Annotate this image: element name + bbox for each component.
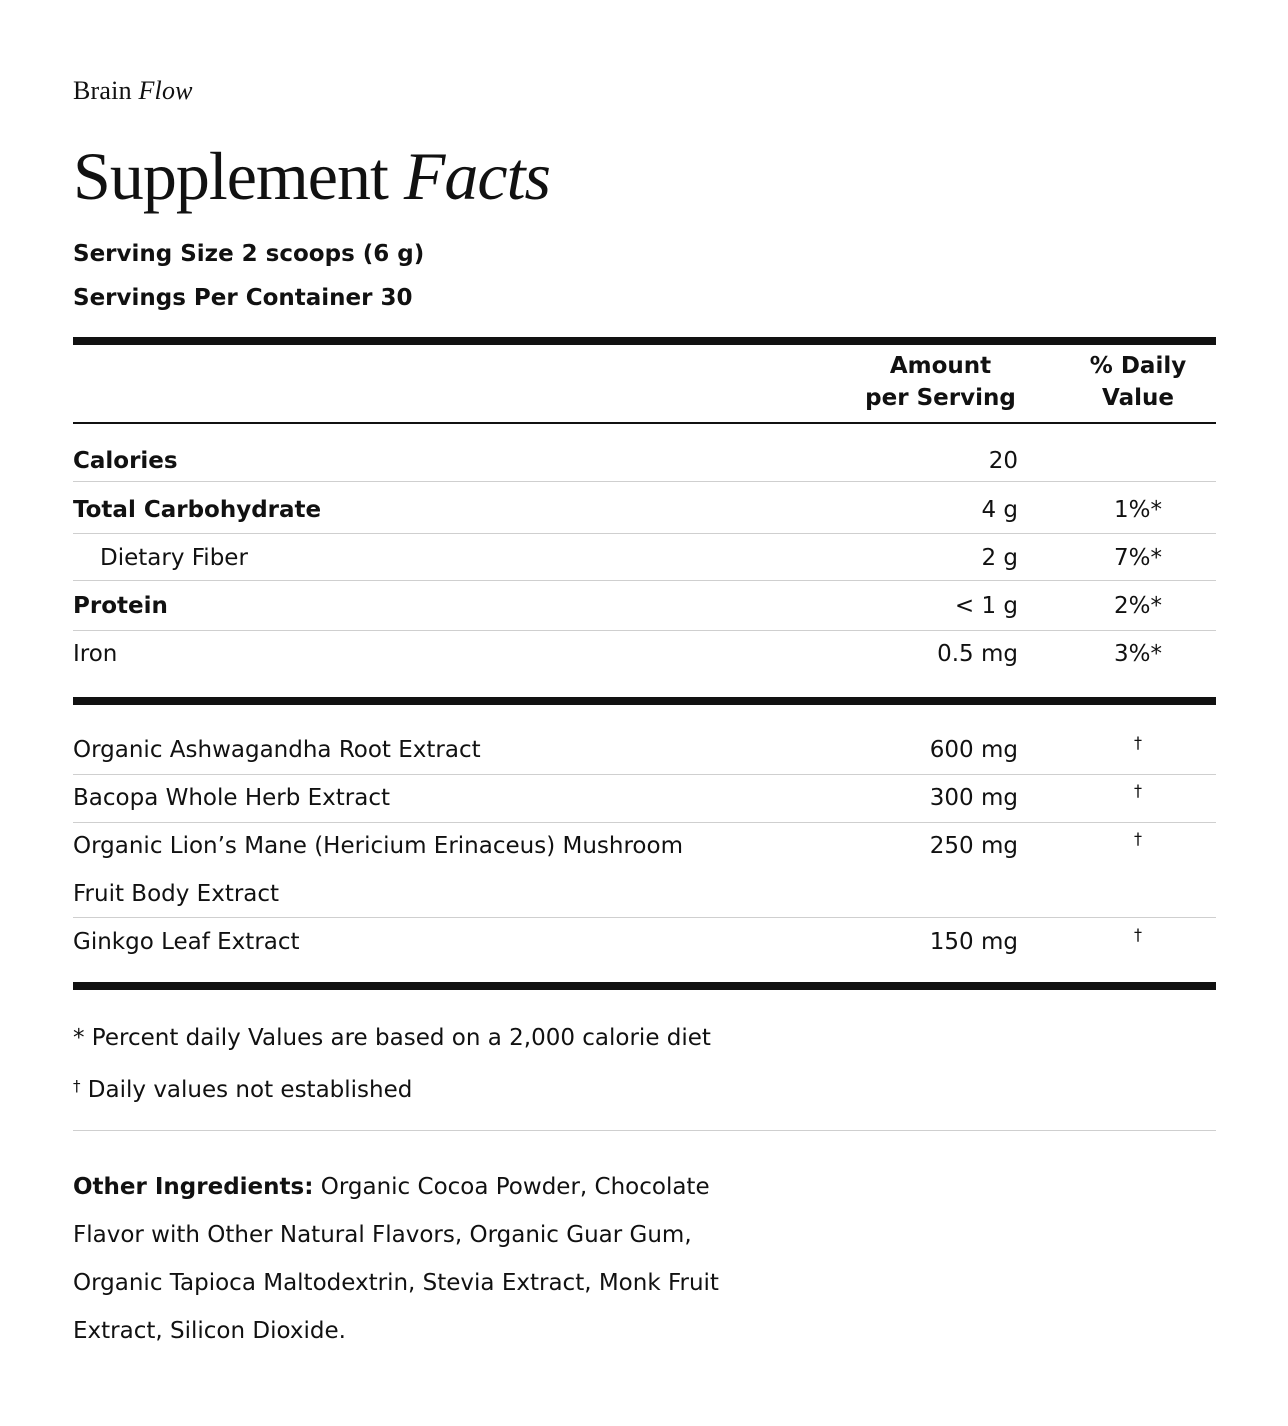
percent-footnote: * Percent daily Values are based on a 2,000 calorie diet — [73, 1025, 711, 1051]
page-title — [73, 136, 550, 216]
ingredient-name: Organic Lion’s Mane (Hericium Erinaceus) Mushroom — [73, 833, 683, 859]
nutrient-amount: 2 g — [981, 545, 1018, 571]
nutrient-row-total-carbohydrate — [73, 495, 1216, 525]
nutrient-dv: 7%* — [1114, 545, 1162, 571]
nutrient-name: Calories — [73, 448, 178, 474]
bottom-thick-rule — [73, 982, 1216, 990]
ingredient-name: Ginkgo Leaf Extract — [73, 929, 300, 955]
ingredient-row-ashwagandha — [73, 735, 1216, 765]
ingredient-amount: 600 mg — [929, 737, 1018, 763]
dv-header-line2: Value — [1102, 385, 1174, 411]
nutrient-name: Dietary Fiber — [100, 545, 248, 571]
ingredient-name: Organic Ashwagandha Root Extract — [73, 737, 481, 763]
top-thick-rule — [73, 337, 1216, 345]
other-ingredients-text: Organic Cocoa Powder, Chocolate Flavor with Other Natural Flavors, Organic Guar Gum, Organic Tapioca Maltodextrin, Stevia Extract, Monk Fruit Extract, Silicon Dioxide. — [73, 1174, 719, 1344]
daily-value-header — [1073, 350, 1203, 414]
row-divider — [73, 917, 1216, 918]
nutrient-amount: 4 g — [981, 497, 1018, 523]
row-divider — [73, 822, 1216, 823]
row-divider — [73, 481, 1216, 482]
amount-header — [843, 350, 1038, 414]
nutrient-row-protein — [73, 591, 1216, 621]
nutrient-row-iron — [73, 639, 1216, 669]
header-rule — [73, 422, 1216, 424]
ingredient-name: Bacopa Whole Herb Extract — [73, 785, 391, 811]
nutrient-amount: 0.5 mg — [937, 641, 1018, 667]
row-divider — [73, 774, 1216, 775]
dagger-mark: † — [1134, 829, 1142, 848]
row-divider — [73, 630, 1216, 631]
nutrient-amount: 20 — [988, 448, 1018, 474]
dagger-footnote — [73, 1071, 412, 1105]
ingredient-amount: 300 mg — [929, 785, 1018, 811]
dagger-mark: † — [1134, 733, 1142, 752]
nutrient-row-calories — [73, 446, 1216, 476]
nutrient-dv: 3%* — [1114, 641, 1162, 667]
nutrient-dv: 2%* — [1114, 593, 1162, 619]
title-main: Supplement — [73, 138, 388, 214]
nutrient-amount: < 1 g — [954, 593, 1018, 619]
ingredient-row-lions-mane-cont — [73, 879, 1216, 909]
row-divider — [73, 580, 1216, 581]
ingredient-row-bacopa — [73, 783, 1216, 813]
footnote-divider — [73, 1130, 1216, 1131]
other-ingredients-label: Other Ingredients: — [73, 1174, 314, 1200]
dagger-note-text: Daily values not established — [80, 1077, 413, 1103]
dagger-mark: † — [1134, 781, 1142, 800]
brand-name-text: Brain — [73, 76, 132, 105]
amount-header-line1: Amount — [889, 353, 992, 379]
middle-thick-rule — [73, 697, 1216, 705]
ingredient-amount: 150 mg — [929, 929, 1018, 955]
ingredient-row-ginkgo — [73, 927, 1216, 957]
amount-header-line2: per Serving — [865, 385, 1016, 411]
nutrient-name: Protein — [73, 593, 168, 619]
nutrient-dv: 1%* — [1114, 497, 1162, 523]
servings-per-container: Servings Per Container 30 — [73, 285, 413, 311]
ingredient-row-lions-mane — [73, 831, 1216, 861]
brand-name — [73, 76, 193, 106]
other-ingredients — [73, 1163, 773, 1355]
nutrient-name: Iron — [73, 641, 118, 667]
nutrient-row-dietary-fiber — [73, 543, 1216, 573]
ingredient-amount: 250 mg — [929, 833, 1018, 859]
title-italic: Facts — [403, 138, 550, 214]
row-divider — [73, 533, 1216, 534]
ingredient-name-line2: Fruit Body Extract — [73, 881, 280, 907]
dv-header-line1: % Daily — [1089, 353, 1187, 379]
brand-flavor: Flow — [138, 76, 193, 105]
serving-size: Serving Size 2 scoops (6 g) — [73, 241, 425, 267]
nutrient-name: Total Carbohydrate — [73, 497, 322, 523]
dagger-mark: † — [1134, 925, 1142, 944]
dagger-symbol: † — [73, 1077, 81, 1095]
